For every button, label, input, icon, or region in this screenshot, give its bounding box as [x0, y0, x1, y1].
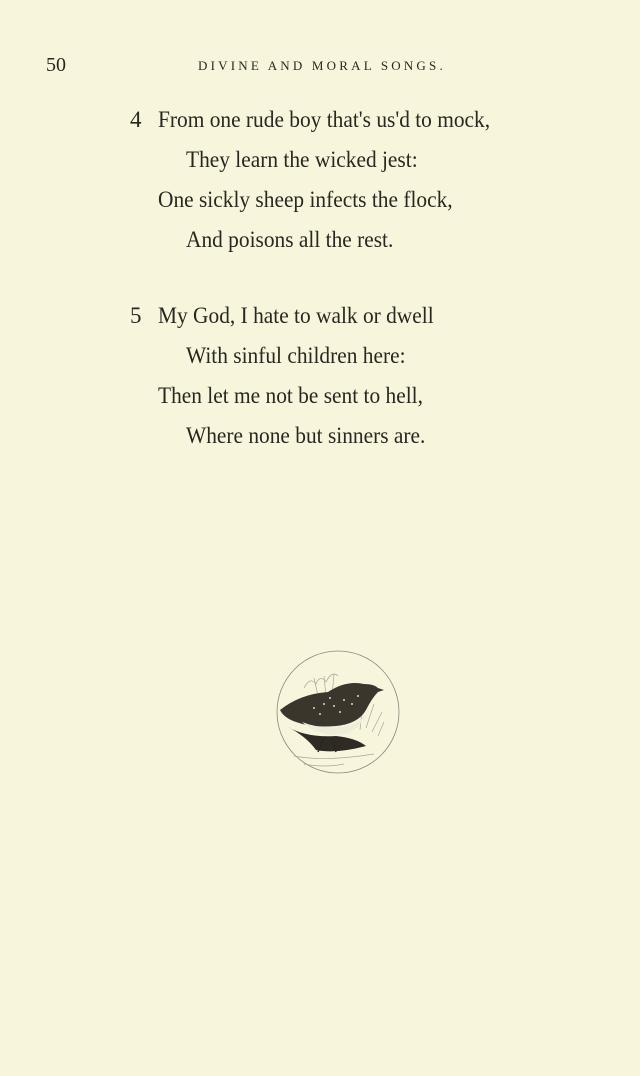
verse-line: Where none but sinners are. [186, 423, 426, 448]
verse-line: My God, I hate to walk or dwell [158, 303, 434, 328]
bird-vignette-icon [274, 648, 402, 776]
stanza-number: 4 [130, 107, 142, 132]
page-number: 50 [46, 54, 66, 76]
running-title: DIVINE AND MORAL SONGS. [198, 58, 446, 73]
stanza-number: 5 [130, 303, 142, 328]
verse-line: They learn the wicked jest: [186, 147, 418, 172]
verse-line: Then let me not be sent to hell, [158, 383, 423, 408]
verse-line: From one rude boy that's us'd to mock, [158, 107, 491, 132]
verse-line: And poisons all the rest. [186, 227, 394, 252]
verse-line: One sickly sheep infects the flock, [158, 187, 453, 212]
verse-line: With sinful children here: [186, 343, 406, 368]
